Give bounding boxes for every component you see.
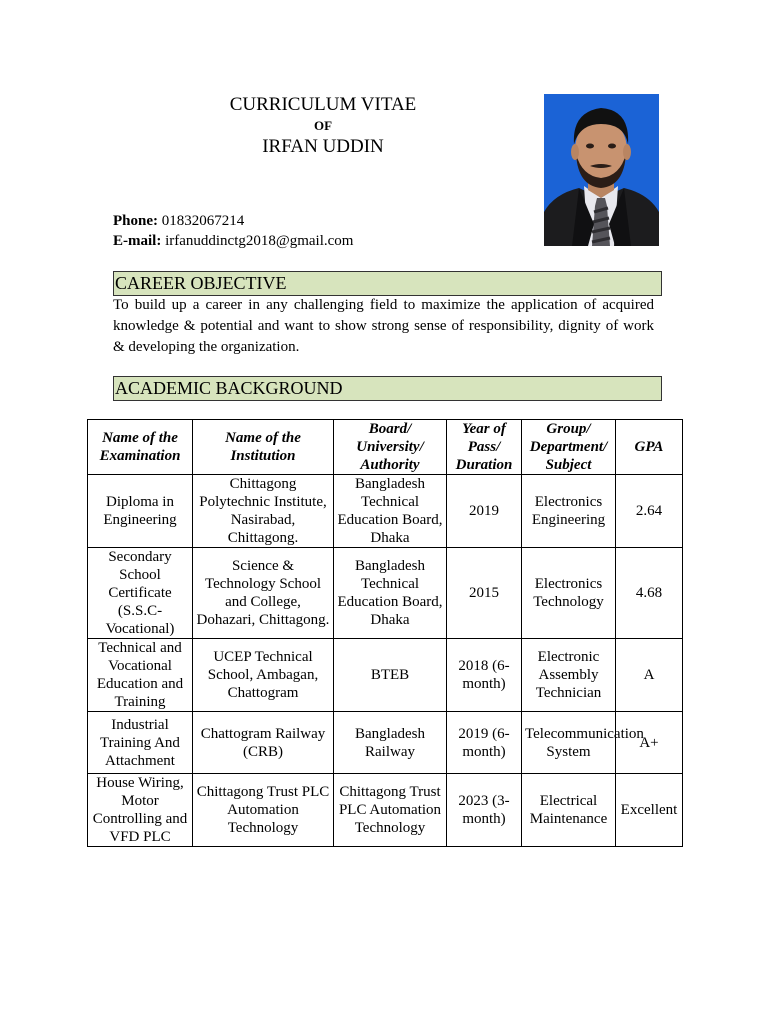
table-cell: 2015 (447, 548, 522, 639)
table-cell: Chittagong Trust PLC Automation Technology (193, 774, 334, 847)
profile-photo (544, 94, 659, 246)
table-cell: 2019 (6-month) (447, 712, 522, 774)
phone-line (113, 211, 244, 231)
email-line (113, 231, 353, 251)
table-cell: Science & Technology School and College, Dohazari, Chittagong. (193, 548, 334, 639)
table-row (88, 774, 683, 847)
table-cell: Secondary School Certificate (S.S.C-Vocational) (88, 548, 193, 639)
table-row (88, 712, 683, 774)
table-row (88, 475, 683, 548)
table-cell: Electrical Maintenance (522, 774, 616, 847)
table-cell: Bangladesh Technical Education Board, Dhaka (334, 548, 447, 639)
table-cell: 2023 (3-month) (447, 774, 522, 847)
phone-label: Phone: (113, 213, 158, 229)
col-header: Year of Pass/ Duration (447, 420, 522, 475)
table-cell: UCEP Technical School, Ambagan, Chattogram (193, 639, 334, 712)
table-cell: A (616, 639, 683, 712)
table-cell: Chittagong Polytechnic Institute, Nasirabad, Chittagong. (193, 475, 334, 548)
cv-name: IRFAN UDDIN (262, 136, 384, 157)
table-cell: 2018 (6-month) (447, 639, 522, 712)
table-cell: Technical and Vocational Education and Training (88, 639, 193, 712)
table-cell: Chattogram Railway (CRB) (193, 712, 334, 774)
career-objective-text: To build up a career in any challenging field to maximize the application of acquired knowledge & potential and want to show strong sense of responsibility, dignity of work & developing the organization. (113, 297, 654, 355)
col-header: Name of the Examination (88, 420, 193, 475)
email-value: irfanuddinctg2018@gmail.com (165, 233, 354, 249)
table-cell: Electronic Assembly Technician (522, 639, 616, 712)
table-cell: A+ (616, 712, 683, 774)
table-cell: Industrial Training And Attachment (88, 712, 193, 774)
table-cell: Electronics Engineering (522, 475, 616, 548)
table-cell: 4.68 (616, 548, 683, 639)
table-cell: 2019 (447, 475, 522, 548)
table-row (88, 639, 683, 712)
table-cell: Telecommunication System (522, 712, 616, 774)
col-header: Board/ University/ Authority (334, 420, 447, 475)
table-cell: Chittagong Trust PLC Automation Technology (334, 774, 447, 847)
table-cell: Bangladesh Technical Education Board, Dhaka (334, 475, 447, 548)
table-cell: Diploma in Engineering (88, 475, 193, 548)
academic-background-heading: ACADEMIC BACKGROUND (113, 376, 662, 401)
cv-title: CURRICULUM VITAE (229, 94, 417, 115)
table-cell: House Wiring, Motor Controlling and VFD PLC (88, 774, 193, 847)
table-cell: BTEB (334, 639, 447, 712)
table-cell: 2.64 (616, 475, 683, 548)
table-header-row (88, 420, 683, 475)
table-cell: Bangladesh Railway (334, 712, 447, 774)
table-row (88, 548, 683, 639)
phone-value: 01832067214 (161, 213, 245, 229)
cv-of: OF (313, 118, 333, 133)
academic-table (87, 419, 683, 847)
col-header: Name of the Institution (193, 420, 334, 475)
table-cell: Electronics Technology (522, 548, 616, 639)
email-label: E-mail: (113, 233, 162, 249)
table-cell: Excellent (616, 774, 683, 847)
col-header: GPA (616, 420, 683, 475)
career-objective-heading: CAREER OBJECTIVE (113, 271, 662, 296)
col-header: Group/ Department/ Subject (522, 420, 616, 475)
